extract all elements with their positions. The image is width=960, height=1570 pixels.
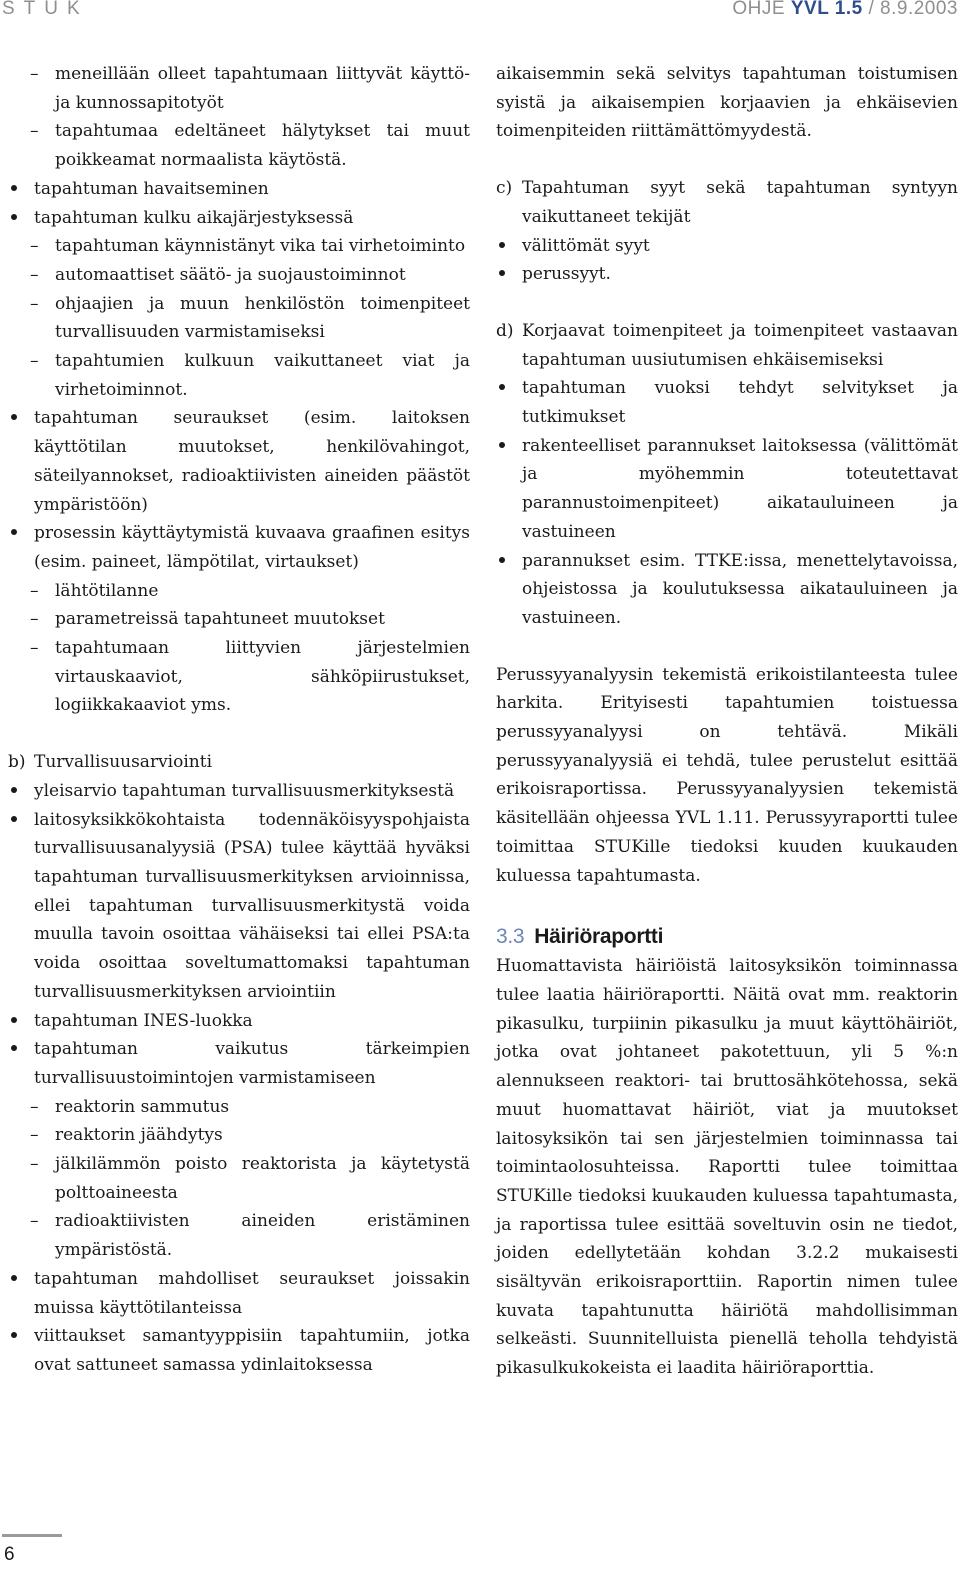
dash-icon: – bbox=[30, 609, 39, 630]
bullet-icon bbox=[11, 175, 17, 204]
guide-reference bbox=[732, 0, 958, 20]
subsection-heading bbox=[496, 174, 958, 231]
item-text: perussyyt. bbox=[522, 264, 611, 285]
list-item bbox=[496, 260, 958, 289]
list-item bbox=[8, 777, 470, 806]
item-text: aikaisemmin sekä selvitys tapahtuman toistumisen syistä ja aikaisempien korjaavien ja ehkäisevien toimenpiteiden riittämättömyydestä. bbox=[496, 64, 958, 142]
item-text: välittömät syyt bbox=[522, 235, 650, 256]
list-item bbox=[8, 519, 470, 576]
item-text: radioaktiivisten aineiden eristäminen ympäristöstä. bbox=[55, 1211, 470, 1261]
item-text: tapahtuman mahdolliset seuraukset joissakin muissa käyttötilanteissa bbox=[34, 1268, 470, 1318]
list-item bbox=[8, 60, 470, 117]
dash-icon: – bbox=[30, 121, 39, 142]
bullet-icon bbox=[11, 519, 17, 548]
dash-icon: – bbox=[30, 580, 39, 601]
list-marker: c) bbox=[496, 178, 513, 199]
guide-code: YVL 1.5 bbox=[790, 0, 863, 19]
bullet-icon bbox=[11, 1265, 17, 1294]
bullet-icon bbox=[11, 1035, 17, 1064]
subsection-heading bbox=[496, 317, 958, 374]
item-text: yleisarvio tapahtuman turvallisuusmerkityksestä bbox=[34, 780, 455, 801]
dash-icon: – bbox=[30, 1096, 39, 1117]
bullet-icon bbox=[499, 547, 505, 576]
right-column-list bbox=[496, 60, 958, 633]
item-text: laitosyksikkökohtaista todennäköisyyspohjaista turvallisuusanalyysiä (PSA) tulee käyttää hyväksi tapahtuman turvallisuusmerkityksen arvioinnissa, ellei tapahtuman turvallisuusmerkitystä voida muulla tavoin osoittaa vähäiseksi tai ellei PSA:ta voida osoittaa soveltumattomaksi tapahtuman turvallisuusmerkityksen arviointiin bbox=[34, 809, 470, 1002]
item-text: tapahtuman seuraukset (esim. laitoksen käyttötilan muutokset, henkilövahingot, säteilyannokset, radioaktiivisten aineiden päästöt ympäristöön) bbox=[34, 408, 470, 515]
dash-icon: – bbox=[30, 638, 39, 659]
bullet-icon bbox=[11, 1007, 17, 1036]
item-text: tapahtumien kulkuun vaikuttaneet viat ja virhetoiminnot. bbox=[55, 351, 470, 400]
list-item bbox=[496, 232, 958, 261]
item-text: tapahtumaan liittyvien järjestelmien virtauskaaviot, sähköpiirustukset, logiikkakaaviot yms. bbox=[55, 638, 470, 716]
footer-rule bbox=[2, 1534, 62, 1537]
item-text: prosessin käyttäytymistä kuvaava graafinen esitys (esim. paineet, lämpötilat, virtaukset) bbox=[34, 523, 470, 572]
bullet-icon bbox=[11, 777, 17, 806]
item-text: Turvallisuusarviointi bbox=[34, 752, 213, 773]
item-text: lähtötilanne bbox=[55, 580, 159, 601]
root-cause-paragraph: Perussyyanalyysin tekemistä erikoistilanteesta tulee harkita. Erityisesti tapahtumien toistuessa perussyyanalyysi on tehtävä. Mikäli perussyyanalyysiä ei tehdä, tulee perustelut esittää erikoisraportissa. Perussyyanalyysien tekemistä käsitellään ohjeessa YVL 1.11. Perussyyraportti tulee toimittaa STUKille tiedoksi kuuden kuukauden kuluessa tapahtumasta. bbox=[496, 664, 958, 886]
bullet-icon bbox=[499, 232, 505, 261]
dash-icon: – bbox=[30, 1211, 39, 1232]
list-item bbox=[8, 290, 470, 347]
guide-date: / 8.9.2003 bbox=[868, 0, 958, 19]
item-text: Korjaavat toimenpiteet ja toimenpiteet vastaavan tapahtuman uusiutumisen ehkäisemiseksi bbox=[522, 320, 958, 370]
item-text: meneillään olleet tapahtumaan liittyvät käyttö- ja kunnossapitotyöt bbox=[55, 64, 470, 113]
dash-icon: – bbox=[30, 64, 39, 84]
list-item bbox=[8, 261, 470, 290]
list-item bbox=[8, 1035, 470, 1092]
bullet-icon bbox=[11, 1322, 17, 1351]
subsection-heading bbox=[8, 748, 470, 777]
bullet-icon bbox=[11, 404, 17, 433]
item-text: reaktorin jäähdytys bbox=[55, 1125, 223, 1146]
item-text: parannukset esim. TTKE:issa, menettelytavoissa, ohjeistossa ja koulutuksessa aikatauluineen ja vastuineen. bbox=[522, 550, 958, 628]
dash-icon: – bbox=[30, 1154, 39, 1175]
item-text: ohjaajien ja muun henkilöstön toimenpiteet turvallisuuden varmistamiseksi bbox=[55, 293, 470, 343]
list-item bbox=[8, 1207, 470, 1264]
section-number: 3.3 bbox=[496, 925, 525, 949]
item-text: tapahtuman käynnistänyt vika tai virhetoiminto bbox=[55, 236, 466, 257]
item-text: tapahtumaa edeltäneet hälytykset tai muut poikkeamat normaalista käytöstä. bbox=[55, 121, 470, 171]
item-text: viittaukset samantyyppisiin tapahtumiin, jotka ovat sattuneet samassa ydinlaitoksessa bbox=[34, 1326, 470, 1375]
bullet-icon bbox=[11, 806, 17, 835]
item-text: jälkilämmön poisto reaktorista ja käytetystä polttoaineesta bbox=[55, 1154, 470, 1203]
list-item bbox=[8, 1007, 470, 1036]
section-heading bbox=[496, 922, 958, 952]
bullet-icon bbox=[499, 374, 505, 403]
item-text: Tapahtuman syyt sekä tapahtuman syntyyn vaikuttaneet tekijät bbox=[522, 178, 958, 227]
list-item bbox=[8, 204, 470, 233]
list-item bbox=[8, 806, 470, 1007]
dash-icon: – bbox=[30, 1125, 39, 1146]
guide-label: OHJE bbox=[732, 0, 786, 19]
left-column bbox=[8, 60, 470, 1380]
item-text: tapahtuman kulku aikajärjestyksessä bbox=[34, 207, 354, 228]
section-paragraph: Huomattavista häiriöistä laitosyksikön toiminnassa tulee laatia häiriöraportti. Näitä ovat mm. reaktorin pikasulku, turpiinin pikasulku ja muut käyttöhäiriöt, jotka ovat johtaneet pakotettuun, yli 5 %:n alennukseen reaktori- tai bruttosähkötehossa, sekä muut huomattavat häiriöt, viat ja muutokset laitosyksikön tai sen järjestelmien toiminnassa tai toimintaolosuhteissa. Raportti tulee toimittaa STUKille tiedoksi kuukauden kuluessa tapahtumasta, ja raportissa tulee esittää soveltuvin osin ne tiedot, joiden edellytetään kohdan 3.2.2 mukaisesti sisältyvän erikoisraporttiin. Raportin nimen tulee kuvata tapahtunutta häiriötä mahdollisimman selkeästi. Suunnitelluista pienellä teholla tehdyistä pikasulkukokeista ei laadita häiriöraporttia. bbox=[496, 956, 958, 1379]
page-header bbox=[0, 0, 960, 22]
bullet-icon bbox=[499, 260, 505, 289]
dash-icon: – bbox=[30, 351, 39, 372]
item-text: rakenteelliset parannukset laitoksessa (välittömät ja myöhemmin toteutettavat parannustoimenpiteet) aikatauluineen ja vastuineen bbox=[522, 435, 958, 542]
item-text: parametreissä tapahtuneet muutokset bbox=[55, 609, 385, 630]
item-text: reaktorin sammutus bbox=[55, 1096, 230, 1117]
list-marker: d) bbox=[496, 320, 514, 341]
bullet-icon bbox=[499, 432, 505, 461]
list-item bbox=[8, 1093, 470, 1122]
list-item bbox=[8, 605, 470, 634]
list-item bbox=[8, 117, 470, 174]
list-item bbox=[496, 547, 958, 633]
list-item bbox=[8, 347, 470, 404]
list-item bbox=[8, 1150, 470, 1207]
list-item bbox=[8, 1322, 470, 1379]
list-item bbox=[8, 1265, 470, 1322]
item-text: tapahtuman vaikutus tärkeimpien turvallisuustoimintojen varmistamiseen bbox=[34, 1039, 470, 1088]
list-item bbox=[8, 404, 470, 519]
list-item bbox=[8, 232, 470, 261]
item-text: automaattiset säätö- ja suojaustoiminnot bbox=[55, 264, 406, 285]
right-column bbox=[496, 60, 958, 1383]
publisher-name: STUK bbox=[2, 0, 89, 19]
list-item bbox=[496, 432, 958, 547]
item-text: tapahtuman vuoksi tehdyt selvitykset ja tutkimukset bbox=[522, 378, 958, 428]
dash-icon: – bbox=[30, 236, 39, 257]
section-title: Häiriöraportti bbox=[534, 925, 664, 949]
list-item bbox=[8, 634, 470, 720]
dash-icon: – bbox=[30, 264, 39, 285]
list-item bbox=[8, 577, 470, 606]
item-text: tapahtuman INES-luokka bbox=[34, 1010, 253, 1031]
list-marker: b) bbox=[8, 752, 26, 773]
bullet-icon bbox=[11, 204, 17, 233]
list-item bbox=[496, 374, 958, 431]
page-number: 6 bbox=[4, 1544, 15, 1565]
item-text: tapahtuman havaitseminen bbox=[34, 178, 269, 199]
dash-icon: – bbox=[30, 293, 39, 314]
list-item bbox=[8, 175, 470, 204]
continued-text bbox=[496, 60, 958, 146]
list-item bbox=[8, 1121, 470, 1150]
